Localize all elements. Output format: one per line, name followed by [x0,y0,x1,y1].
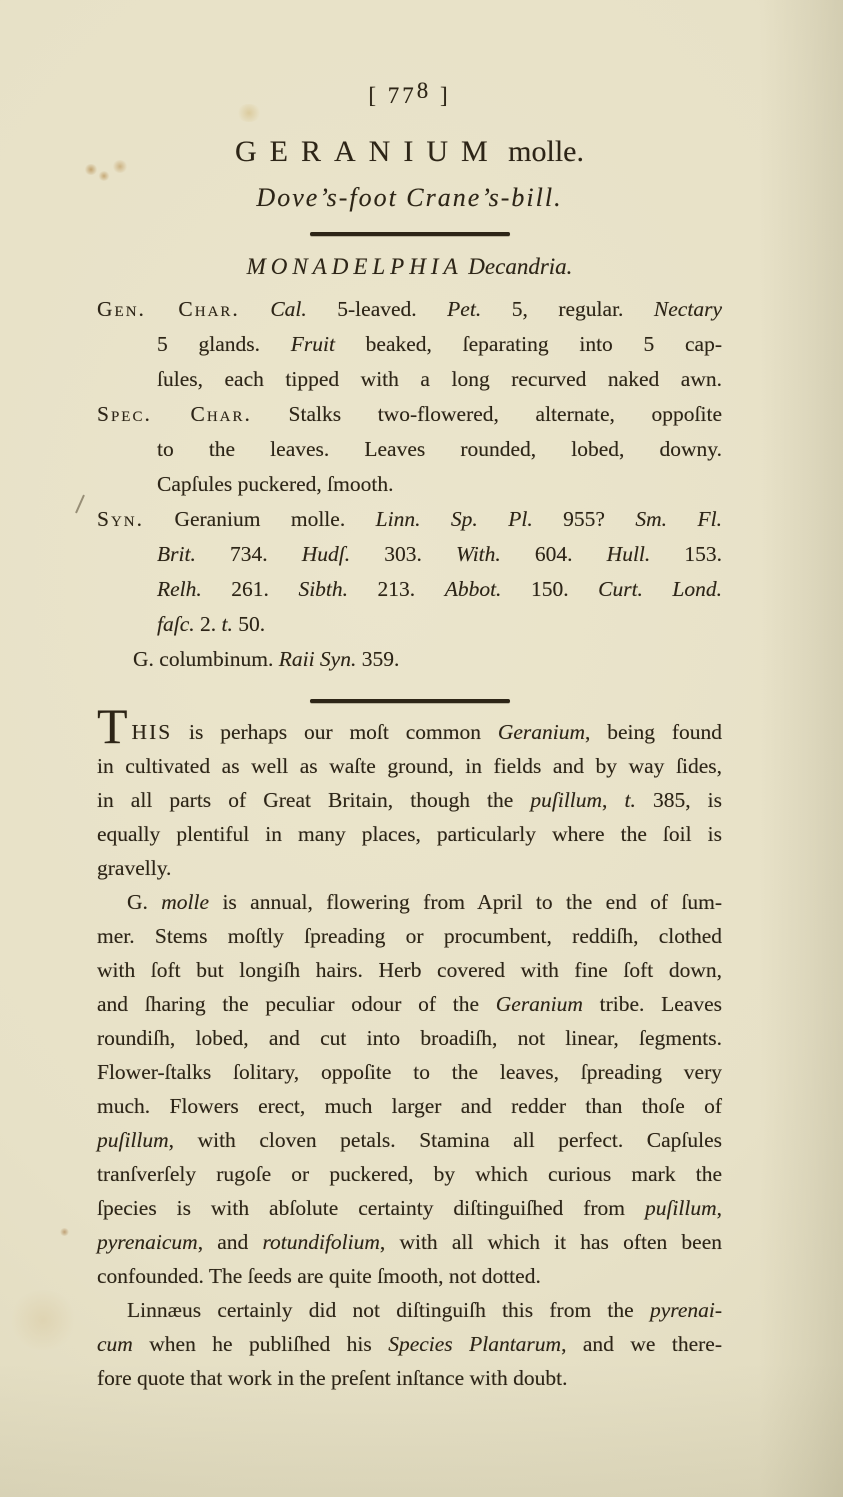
text-line [97,851,722,885]
text-line [97,432,722,467]
text-run: equally plentiful in many places, particularly where the ſoil is [97,822,722,846]
text-run: 359. [356,647,400,671]
text-line [97,572,722,607]
text-line [97,397,722,432]
text-run: 2. [194,612,222,636]
text-line [97,1123,722,1157]
text-run: when he publiſhed his [132,1332,389,1356]
text-run: ſules, each tipped with a long recurved naked awn. [157,367,722,391]
divider-rule-top [310,232,510,236]
text-run: mer. Stems moſtly ſpreading or procumbent, reddiſh, clothed [97,924,722,948]
text-run: 734. [195,542,302,566]
text-line [97,919,722,953]
text-run: Flower-ſtalks ſolitary, oppoſite to the leaves, ſpreading very [97,1060,722,1084]
text-line [97,1021,722,1055]
text-run: Geranium [495,992,583,1016]
text-line [97,749,722,783]
text-run: 50. [232,612,266,636]
text-run: Geranium molle. [144,507,376,531]
text-run: Hudſ. [301,542,351,566]
generic-specific-characters-block [97,292,722,677]
text-line [97,783,722,817]
text-run: 604. [500,542,607,566]
text-run: Syn. [97,507,144,531]
text-run: , and we there- [561,1332,723,1356]
text-run: G. [127,890,162,914]
text-run: Relh. [157,577,202,601]
drop-cap: T [97,698,128,754]
text-line [97,327,722,362]
text-line [97,953,722,987]
class-name: MONADELPHIA [246,254,463,279]
text-run: Hull. [606,542,651,566]
text-run: in cultivated as well as waſte ground, in fields and by way ſides, [97,754,722,778]
order-name: Decandria. [468,254,573,279]
text-run: Linnæus certainly did not diſtinguiſh this from the [127,1298,650,1322]
species-title [97,133,722,171]
text-line [97,698,722,754]
classification-heading [97,252,722,282]
text-run: Species Plantarum [388,1332,562,1356]
text-run: HIS [131,720,173,744]
text-run: ſpecies is with abſolute certainty diſtinguiſhed from [97,1196,645,1220]
text-run: rotundifolium [262,1230,380,1254]
text-line [97,1055,722,1089]
text-line [97,467,722,502]
common-name [97,181,722,214]
divider-rule-middle [310,699,510,703]
text-run: tranſverſely rugoſe or puckered, by which curious mark the [97,1162,722,1186]
paper-fiber-mark [75,494,85,513]
text-line [97,1191,722,1225]
text-run: Cal. [270,297,307,321]
text-run: confounded. The ſeeds are quite ſmooth, not dotted. [97,1264,541,1288]
text-line [97,537,722,572]
text-run: Stalks two-flowered, alternate, oppoſite [251,402,723,426]
text-run: 303. [350,542,456,566]
text-line [97,817,722,851]
text-run: Raii Syn. [278,647,357,671]
text-block [97,76,722,1395]
text-run: molle [161,890,210,914]
text-run: Fruit [290,332,335,356]
text-run: faſc. [157,612,195,636]
common-name-text: Dove’s-foot Crane’s-bill. [256,183,563,212]
text-run: Nectary [653,297,722,321]
text-run: With. [455,542,501,566]
text-line [97,502,722,537]
text-run: puſillum [644,1196,717,1220]
text-run: 153. [650,542,723,566]
text-run: 8 [416,78,432,103]
text-run: 150. [501,577,599,601]
text-run: [ 77 [368,83,417,108]
text-run: Sibth. [298,577,349,601]
text-run: , [716,1196,722,1220]
text-run: 385, is [635,788,722,812]
text-run: , [602,788,625,812]
text-run: to the leaves. Leaves rounded, lobed, downy. [157,437,722,461]
text-run: pyrenai- [649,1298,722,1322]
text-line [97,987,722,1021]
species-epithet: molle. [500,135,584,168]
text-run: is annual, flowering from April to the end of ſum- [209,890,722,914]
text-run: , being found [585,720,722,744]
text-line [97,1361,722,1395]
text-line [97,885,722,919]
text-line [97,1157,722,1191]
text-run: , with cloven petals. Stamina all perfect. Capſules [168,1128,722,1152]
text-line [97,1293,722,1327]
text-run: , with all which it has often been [379,1230,722,1254]
text-run: Linn. Sp. Pl. [375,507,533,531]
text-run: Spec. Char. [97,402,252,426]
text-line [97,362,722,397]
text-run: t. [624,788,636,812]
text-run: with ſoft but longiſh hairs. Herb covered with fine ſoft down, [97,958,722,982]
text-run: 955? [532,507,636,531]
text-line [97,1259,722,1293]
description-text [97,698,723,1395]
text-run: and ſharing the peculiar odour of the [97,992,496,1016]
text-run: t. [221,612,233,636]
text-run: puſillum [530,788,603,812]
text-run [240,297,271,321]
text-run: cum [97,1332,133,1356]
text-run: gravelly. [97,856,172,880]
text-run: 5-leaved. [306,297,448,321]
text-run: in all parts of Great Britain, though the [97,788,531,812]
text-line [97,292,722,327]
text-run: Gen. Char. [97,297,240,321]
text-run: 261. [201,577,299,601]
text-run: much. Flowers erect, much larger and redder than thoſe of [97,1094,722,1118]
page-number [97,76,722,111]
text-run: puſillum [97,1128,169,1152]
text-run: is perhaps our moſt common [172,720,498,744]
text-run: 5 glands. [157,332,291,356]
text-run: 5, regular. [481,297,654,321]
text-run: ] [431,83,451,108]
text-run: tribe. Leaves [582,992,723,1016]
text-run: 213. [348,577,445,601]
text-run: Pet. [447,297,482,321]
text-line [97,1225,722,1259]
text-line [97,1089,722,1123]
foxing-spot [60,1228,69,1236]
foxing-spot [8,1290,78,1350]
text-run: pyrenaicum [97,1230,198,1254]
text-line [97,1327,722,1361]
text-line [97,642,722,677]
text-run: Sm. Fl. [635,507,722,531]
text-run: Brit. [157,542,196,566]
genus-name: GERANIUM [235,135,501,168]
text-run: fore quote that work in the preſent inſtance with doubt. [97,1366,568,1390]
page-header [97,76,722,214]
text-run: Geranium [497,720,585,744]
text-run: beaked, ſeparating into 5 cap- [334,332,723,356]
text-run: Capſules puckered, ſmooth. [157,472,394,496]
text-run: roundiſh, lobed, and cut into broadiſh, not linear, ſegments. [97,1026,722,1050]
text-run: G. columbinum. [133,647,279,671]
text-run: Curt. Lond. [598,577,723,601]
text-run: , and [197,1230,263,1254]
foxing-spot [84,164,98,175]
text-line [97,607,722,642]
text-run: Abbot. [444,577,502,601]
